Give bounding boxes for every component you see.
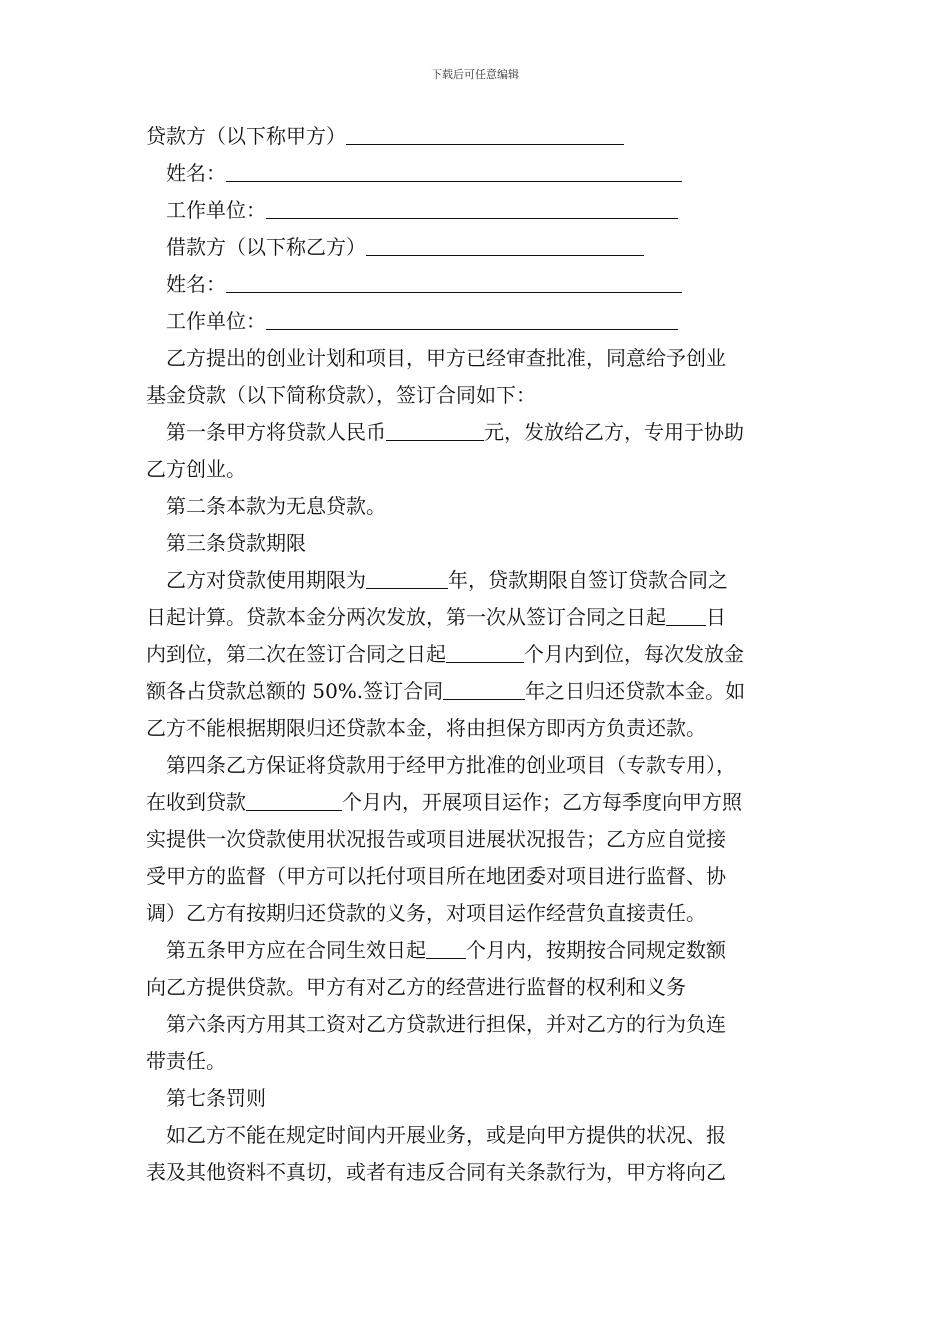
article-5-line-1 bbox=[146, 932, 814, 969]
page-header-note: 下载后可任意编辑 bbox=[431, 68, 519, 81]
article-4-line-2 bbox=[146, 784, 814, 821]
borrower-name-blank[interactable] bbox=[226, 270, 682, 293]
borrower-work-label: 工作单位： bbox=[166, 309, 266, 333]
term-years-blank[interactable] bbox=[366, 566, 448, 589]
article-3-line-4 bbox=[146, 673, 814, 710]
intro-line-1: 乙方提出的创业计划和项目，甲方已经审查批准，同意给予创业 bbox=[166, 346, 726, 370]
loan-amount-blank[interactable] bbox=[386, 418, 484, 441]
repayment-years-blank[interactable] bbox=[443, 677, 525, 700]
borrower-work-blank[interactable] bbox=[266, 307, 678, 330]
article-6-line-2: 带责任。 bbox=[146, 1049, 226, 1073]
article-3-text-2b: 日 bbox=[706, 605, 726, 629]
article-2: 第二条本款为无息贷款。 bbox=[166, 494, 386, 518]
article-3-text-4a: 额各占贷款总额的 50%.签订合同 bbox=[146, 679, 444, 703]
article-3-line-5: 乙方不能根据期限归还贷款本金，将由担保方即丙方负责还款。 bbox=[146, 716, 706, 740]
contract-body bbox=[146, 118, 814, 1191]
provision-months-blank[interactable] bbox=[426, 936, 466, 959]
borrower-work-line bbox=[146, 303, 814, 340]
borrower-name-label: 姓名： bbox=[166, 272, 226, 296]
article-3-text-4b: 年之日归还贷款本金。如 bbox=[525, 679, 746, 703]
borrower-blank[interactable] bbox=[366, 233, 644, 256]
lender-name-blank[interactable] bbox=[226, 159, 682, 182]
article-6-line-1: 第六条丙方用其工资对乙方贷款进行担保，并对乙方的行为负连 bbox=[166, 1012, 726, 1036]
article-4-line-1: 第四条乙方保证将贷款用于经甲方批准的创业项目（专款专用）， bbox=[166, 753, 736, 777]
article-1-line-2: 乙方创业。 bbox=[146, 457, 246, 481]
article-1-line-1 bbox=[146, 414, 814, 451]
article-4-text-2b: 个月内，开展项目运作；乙方每季度向甲方照 bbox=[342, 790, 742, 814]
article-3-heading: 第三条贷款期限 bbox=[166, 531, 306, 555]
article-4-line-5: 调）乙方有按期归还贷款的义务，对项目运作经营负直接责任。 bbox=[146, 901, 706, 925]
lender-work-blank[interactable] bbox=[266, 196, 678, 219]
article-7-line-2: 表及其他资料不真切，或者有违反合同有关条款行为，甲方将向乙 bbox=[146, 1160, 726, 1184]
lender-name-label: 姓名： bbox=[166, 161, 226, 185]
article-1-text-b: 元，发放给乙方，专用于协助 bbox=[484, 420, 744, 444]
article-4-line-3: 实提供一次贷款使用状况报告或项目进展状况报告；乙方应自觉接 bbox=[146, 827, 726, 851]
lender-work-label: 工作单位： bbox=[166, 198, 266, 222]
article-7-line-1: 如乙方不能在规定时间内开展业务，或是向甲方提供的状况、报 bbox=[166, 1123, 726, 1147]
article-5-text-1a: 第五条甲方应在合同生效日起 bbox=[166, 938, 426, 962]
article-3-line-1 bbox=[146, 562, 814, 599]
lender-line bbox=[146, 118, 814, 155]
project-start-months-blank[interactable] bbox=[246, 788, 342, 811]
article-5-line-2: 向乙方提供贷款。甲方有对乙方的经营进行监督的权利和义务 bbox=[146, 975, 686, 999]
article-5-text-1b: 个月内，按期按合同规定数额 bbox=[466, 938, 726, 962]
article-4-text-2a: 在收到贷款 bbox=[146, 790, 246, 814]
first-disbursement-days-blank[interactable] bbox=[666, 603, 706, 626]
article-3-text-1b: 年，贷款期限自签订贷款合同之 bbox=[448, 568, 728, 592]
borrower-label: 借款方（以下称乙方） bbox=[166, 235, 366, 259]
intro-line-2: 基金贷款（以下简称贷款），签订合同如下： bbox=[146, 383, 536, 407]
second-disbursement-months-blank[interactable] bbox=[446, 640, 524, 663]
article-3-text-3b: 个月内到位，每次发放金 bbox=[524, 642, 744, 666]
article-3-line-2 bbox=[146, 599, 814, 636]
lender-name-line bbox=[146, 155, 814, 192]
borrower-line bbox=[146, 229, 814, 266]
article-3-text-2a: 日起计算。贷款本金分两次发放，第一次从签订合同之日起 bbox=[146, 605, 666, 629]
article-4-line-4: 受甲方的监督（甲方可以托付项目所在地团委对项目进行监督、协 bbox=[146, 864, 726, 888]
lender-work-line bbox=[146, 192, 814, 229]
article-3-text-1a: 乙方对贷款使用期限为 bbox=[166, 568, 366, 592]
article-1-text-a: 第一条甲方将贷款人民币 bbox=[166, 420, 386, 444]
article-7-heading: 第七条罚则 bbox=[166, 1086, 266, 1110]
article-3-line-3 bbox=[146, 636, 814, 673]
borrower-name-line bbox=[146, 266, 814, 303]
article-3-text-3a: 内到位，第二次在签订合同之日起 bbox=[146, 642, 446, 666]
lender-blank[interactable] bbox=[346, 122, 624, 145]
lender-label: 贷款方（以下称甲方） bbox=[146, 124, 346, 148]
